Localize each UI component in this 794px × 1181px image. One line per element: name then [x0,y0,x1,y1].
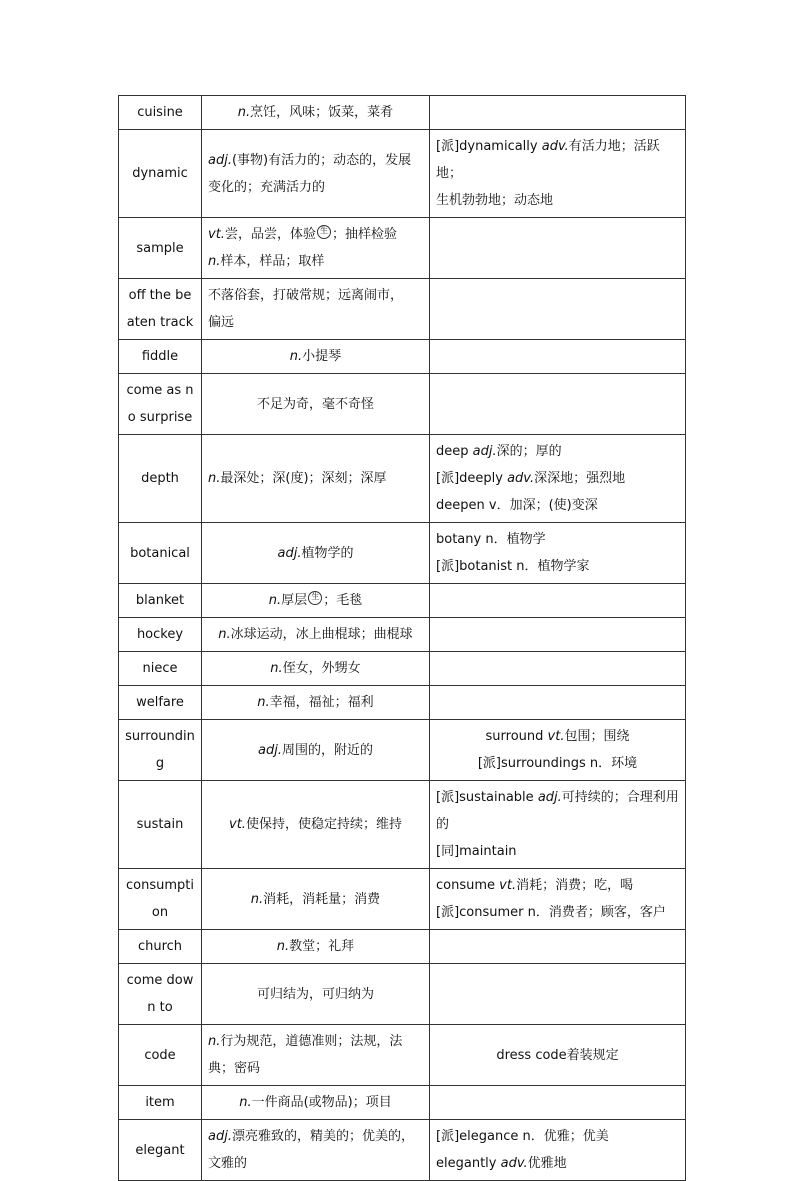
circled-sheng-icon: 生 [308,591,322,605]
word-cell: surrounding [119,720,202,781]
word-cell: fiddle [119,340,202,374]
table-row [119,964,686,1025]
part-of-speech: vt. [499,878,517,893]
part-of-speech: adv. [500,1156,528,1171]
part-of-speech: n. [237,105,251,120]
part-of-speech: n. [250,891,264,907]
word-cell: sample [119,218,202,279]
derived-cell [430,96,686,130]
derived-cell [430,1086,686,1120]
part-of-speech: vt. [229,817,246,832]
derived-cell [430,964,686,1025]
part-of-speech: adj. [258,742,282,758]
part-of-speech: n. [208,1034,221,1049]
word-cell: elegant [119,1120,202,1181]
part-of-speech: n. [289,349,303,364]
table-row [119,340,686,374]
part-of-speech: adj. [537,790,562,805]
table-row [119,279,686,340]
derived-cell [430,374,686,435]
part-of-speech: n. [276,939,290,954]
meaning-cell: vt.尝，品尝，体验 生 ；抽样检验 n.样本，样品；取样 [202,218,430,279]
word-cell: church [119,930,202,964]
part-of-speech: n. [208,471,221,486]
meaning-cell: 不足为奇，毫不奇怪 [202,374,430,435]
derived-cell: consume vt.消耗；消费；吃，喝 [派]consumer n．消费者；顾客，客户 [430,869,686,930]
word-cell: cuisine [119,96,202,130]
word-cell: item [119,1086,202,1120]
meaning-cell: adj.周围的，附近的 [202,720,430,781]
word-cell: come down to [119,964,202,1025]
table-row [119,1120,686,1181]
meaning-cell: n.侄女，外甥女 [202,652,430,686]
derived-cell: [派]elegance n．优雅；优美 elegantly adv.优雅地 [430,1120,686,1181]
word-cell: dynamic [119,130,202,218]
derived-cell [430,584,686,618]
word-cell: come as no surprise [119,374,202,435]
meaning-cell: n.消耗，消耗量；消费 [202,869,430,930]
word-cell: hockey [119,618,202,652]
derived-cell [430,279,686,340]
vocabulary-table [118,95,686,1181]
table-row [119,652,686,686]
part-of-speech: adj. [208,152,232,168]
derived-cell: [派]dynamically adv.有活力地；活跃地； 生机勃勃地；动态地 [430,130,686,218]
word-cell: sustain [119,781,202,869]
meaning-cell: adj.漂亮雅致的，精美的；优美的， 文雅的 [202,1120,430,1181]
table-row [119,930,686,964]
derived-cell [430,340,686,374]
derived-cell [430,686,686,720]
table-row [119,720,686,781]
meaning-cell: n.最深处；深(度)；深刻；深厚 [202,435,430,523]
meaning-cell: adj.植物学的 [202,523,430,584]
table-row [119,1086,686,1120]
table-row [119,96,686,130]
derived-cell: surround vt.包围；围绕 [派]surroundings n．环境 [430,720,686,781]
part-of-speech: n. [239,1095,252,1110]
meaning-cell: adj.(事物)有活力的；动态的，发展 变化的；充满活力的 [202,130,430,218]
meaning-cell: n.一件商品(或物品)；项目 [202,1086,430,1120]
word-cell: depth [119,435,202,523]
word-cell: blanket [119,584,202,618]
part-of-speech: adj. [208,1129,232,1144]
table-row [119,1025,686,1086]
table-row [119,374,686,435]
table-row [119,869,686,930]
word-cell: niece [119,652,202,686]
table-row [119,435,686,523]
part-of-speech: adj. [472,444,497,459]
part-of-speech: vt. [208,227,225,242]
word-cell: consumption [119,869,202,930]
meaning-cell: n.行为规范，道德准则；法规，法 典；密码 [202,1025,430,1086]
table-row [119,584,686,618]
table-row [119,523,686,584]
meaning-cell: n.教堂；礼拜 [202,930,430,964]
table-row [119,618,686,652]
table-row [119,130,686,218]
part-of-speech: adv. [541,139,569,154]
derived-cell: [派]sustainable adj.可持续的；合理利用 的 [同]maintain [430,781,686,869]
meaning-cell: n.烹饪，风味；饭菜，菜肴 [202,96,430,130]
part-of-speech: n. [268,593,282,608]
table-row [119,218,686,279]
meaning-cell: n.厚层 生 ；毛毯 [202,584,430,618]
derived-cell [430,218,686,279]
table-row [119,781,686,869]
meaning-cell: n.幸福，福祉；福利 [202,686,430,720]
meaning-cell: n.小提琴 [202,340,430,374]
circled-sheng-icon: 生 [317,225,331,239]
part-of-speech: adv. [507,471,535,486]
table-row [119,686,686,720]
part-of-speech: n. [208,254,221,269]
meaning-cell: 可归结为，可归纳为 [202,964,430,1025]
derived-cell: dress code着装规定 [430,1025,686,1086]
derived-cell: deep adj.深的；厚的 [派]deeply adv.深深地；强烈地 deepen v．加深；(使)变深 [430,435,686,523]
part-of-speech: n. [218,627,231,642]
word-cell: welfare [119,686,202,720]
part-of-speech: vt. [547,729,565,744]
part-of-speech: n. [257,695,270,710]
derived-cell [430,930,686,964]
word-cell: off the beaten track [119,279,202,340]
meaning-cell: n.冰球运动，冰上曲棍球；曲棍球 [202,618,430,652]
word-cell: code [119,1025,202,1086]
part-of-speech: adj. [277,545,302,561]
derived-cell [430,652,686,686]
derived-cell [430,618,686,652]
word-cell: botanical [119,523,202,584]
meaning-cell: 不落俗套，打破常规；远离闹市， 偏远 [202,279,430,340]
derived-cell: botany n．植物学 [派]botanist n．植物学家 [430,523,686,584]
meaning-cell: vt.使保持，使稳定持续；维持 [202,781,430,869]
part-of-speech: n. [270,661,283,676]
